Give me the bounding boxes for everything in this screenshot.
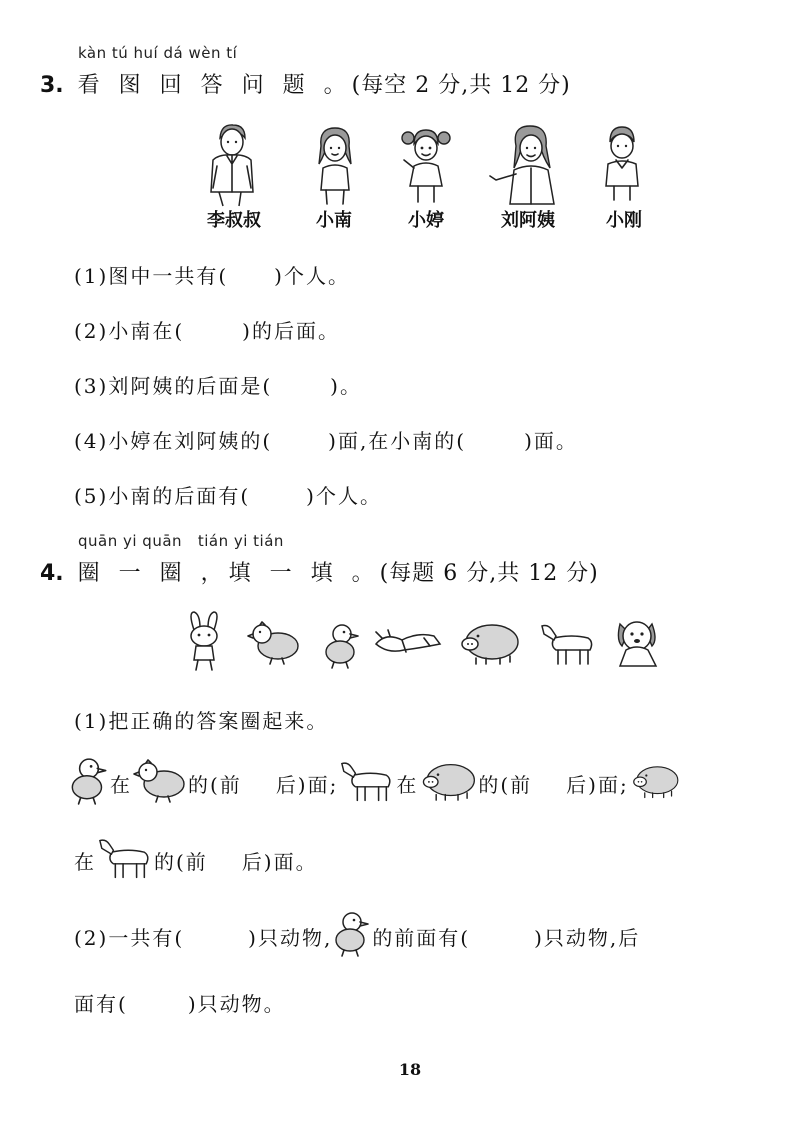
q4-title [40,556,599,587]
q3-number: 3. [40,73,64,98]
q3-title-text: 看 图 回 答 问 题 。 [77,73,352,98]
q4-number: 4. [40,561,64,586]
woman-icon [488,122,568,210]
q4-pinyin: quān yi quān tián yi tián [78,532,284,550]
duckling-icon [68,756,110,811]
pigtail-girl-icon [400,124,452,208]
person-name-3: 小婷 [408,210,444,231]
q3-title [40,68,571,99]
rabbit-icon [182,610,226,676]
q4-sub1-line1: 在 的(前 后)面; 在 的(前 后)面; [68,756,681,808]
person-name-1: 李叔叔 [207,210,261,231]
page-number: 18 [398,1060,422,1079]
girl-icon [313,124,357,210]
q3-item-1: (1)图中一共有( )个人。 [74,264,350,288]
duckling-icon [322,622,362,674]
pig-icon [456,620,522,670]
q4-sub1-label: (1)把正确的答案圈起来。 [74,709,329,733]
person-name-5: 小刚 [606,210,642,231]
hen-icon [132,758,188,809]
q3-item-4: (4)小婷在刘阿姨的( )面,在小南的( )面。 [74,429,578,453]
q4-score-note: (每题 6 分,共 12 分) [379,561,599,586]
q3-score-note: (每空 2 分,共 12 分) [351,73,571,98]
q3-item-3: (3)刘阿姨的后面是( )。 [74,374,362,398]
q3-item-5: (5)小南的后面有( )个人。 [74,484,382,508]
q3-item-2: (2)小南在( )的后面。 [74,319,340,343]
duckling-icon [332,910,372,963]
choice-front[interactable]: 的(前 [154,850,208,874]
boy-icon [600,124,644,206]
choice-front[interactable]: 的(前 [188,773,242,797]
choice-front[interactable]: 的(前 [478,773,533,797]
pig-icon [629,761,681,806]
goat-icon [338,759,396,808]
person-name-2: 小南 [316,210,352,231]
q3-pinyin: kàn tú huí dá wèn tí [78,44,238,62]
q4-sub1-line2: 在 的(前 后)面。 [74,836,318,885]
q4-title-text: 圈 一 圈 ，填 一 填 。 [77,561,380,586]
goat-icon [538,622,598,670]
pig-icon [418,759,478,808]
goat-icon [96,836,154,885]
q4-sub2-line1: (2)一共有( )只动物, 的前面有( )只动物,后 [74,910,640,963]
bird-icon [372,626,442,662]
q4-sub2-line2: 面有( )只动物。 [74,992,286,1016]
hen-icon [246,620,302,670]
choice-back[interactable]: 后)面; [566,773,629,797]
dog-icon [612,616,664,674]
choice-back[interactable]: 后)面。 [241,850,318,874]
man-icon [205,122,259,212]
choice-back[interactable]: 后)面; [275,773,339,797]
person-name-4: 刘阿姨 [501,210,555,231]
